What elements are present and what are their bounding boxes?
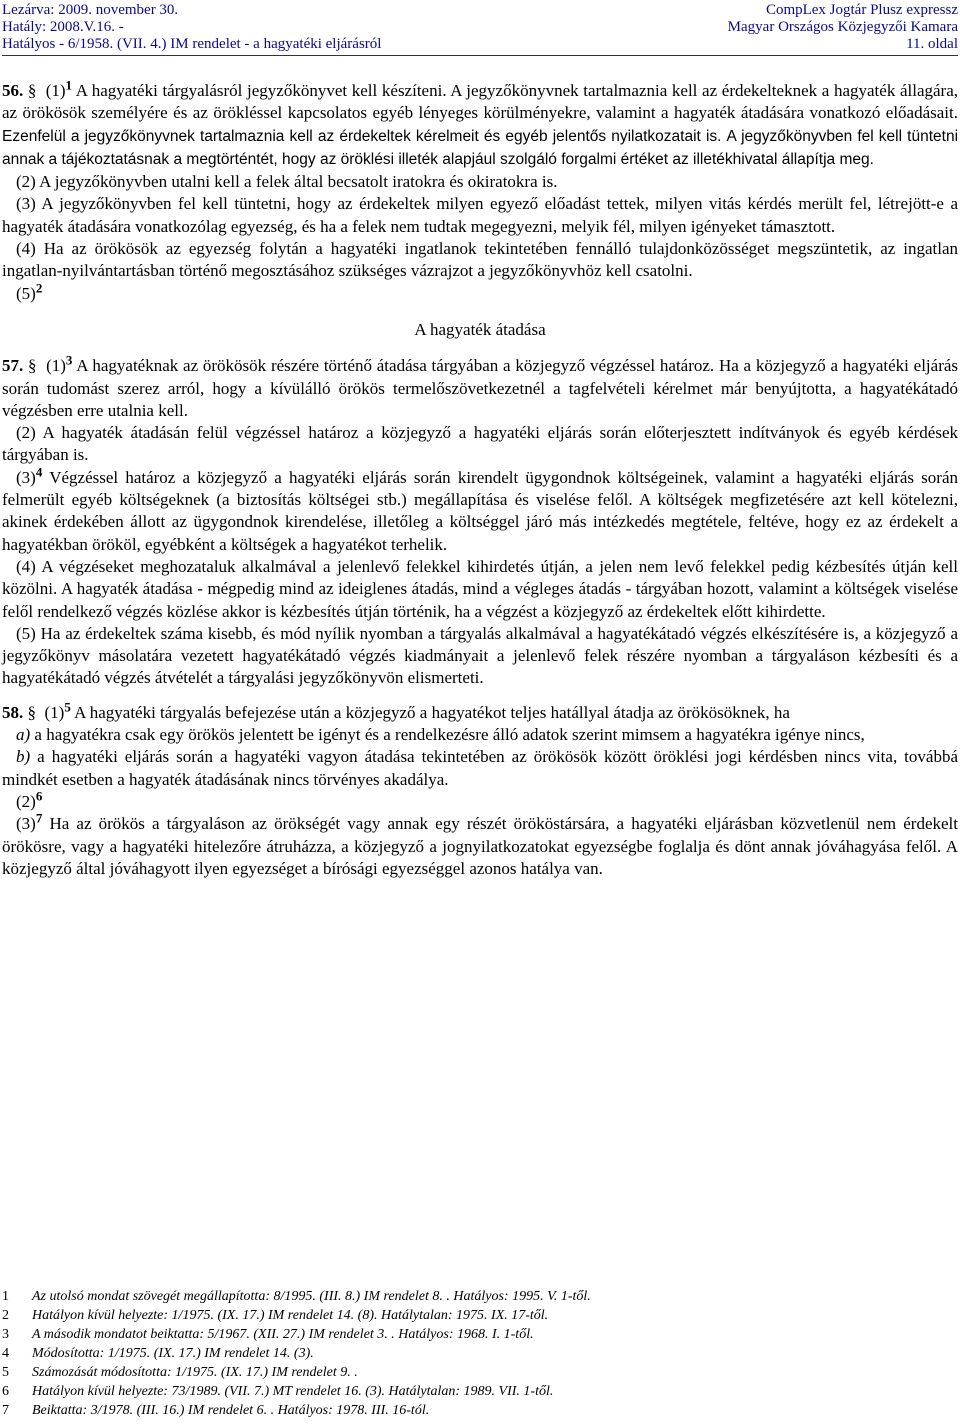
section-56-paragraph-2: (2) A jegyzőkönyvben utalni kell a felek által becsatolt iratokra és okiratokra is.	[16, 172, 558, 192]
section-57-p1-text: A hagyatéknak az örökösök részére történő átadása tárgyában a közjegyző végzéssel határoz. Ha a közjegyző a hagyatéki eljárás során tudomást szerez arról, hogy a kívülálló örökös termelőszövetkezetnél a tagfelvételi kérelmet már benyújtotta, a hagyatékátadó végzésben erre utalnia kell.	[2, 356, 959, 420]
footnote-text: Az utolsó mondat szövegét megállapította: 8/1995. (III. 8.) IM rendelet 8. . Hatályos: 1995. V. 1-től.	[32, 1289, 591, 1304]
footnote-ref-5[interactable]: 5	[64, 699, 71, 715]
footnote-ref-7[interactable]: 7	[35, 810, 43, 826]
footnote-text: Módosította: 1/1975. (IX. 17.) IM rendelet 14. (3).	[32, 1346, 314, 1361]
footnote-1	[2, 1287, 958, 1306]
section-58-paragraph-2	[2, 788, 958, 813]
footnote-number: 2	[2, 1308, 9, 1323]
section-56-p1-label: (1)	[45, 81, 66, 100]
footnote-number: 5	[2, 1365, 9, 1380]
header-closed-date: Lezárva: 2009. november 30.	[2, 2, 179, 18]
footnote-number: 3	[2, 1327, 9, 1342]
section-spacer	[2, 690, 958, 702]
header-effect-date: Hatály: 2008.V.16. -	[2, 19, 124, 35]
section-58-point-a	[2, 724, 958, 746]
section-56-number: 56.	[2, 81, 24, 100]
section-57-number: 57.	[2, 356, 24, 376]
section-58-p2-label: (2)	[16, 791, 36, 811]
footnote-text: Hatályon kívül helyezte: 1/1975. (IX. 17.) IM rendelet 14. (8). Hatálytalan: 1975. IX. 17-től.	[32, 1308, 549, 1323]
footnote-ref-2[interactable]: 2	[35, 280, 43, 296]
document-body	[2, 77, 959, 880]
footnote-3	[2, 1325, 958, 1344]
section-56-paragraph-1: 56. § $(1)^1$ A hagyatéki tárgyalásról jegyzőkönyvet kell készíteni. A jegyzőkönyvnek tartalmaznia kell az érdekelteknek a hagyaték állagára, az örökösök személyére és az örökléssel kapcsolatos egyéb lényeges körülményekre, valamint a hagyaték átadására vonatkozó előadásait. Ezenfelül a jegyzőkönyvnek tartalmaznia kell az érdekeltek kérelmeit és egyéb jelentős nyilatkozatait is. A jegyzőkönyvben fel kell tüntetni annak a tájékoztatásnak a megtörténtét, hogy az öröklési illeték alapjául szolgáló forgalmi értéket az illetékhivatal állapítja meg.	[2, 77, 959, 168]
section-56-p1-text-b: Ezenfelül a jegyzőkönyvnek tartalmaznia kell az érdekeltek kérelmeit és egyéb jelentős nyilatkozatait is.	[2, 127, 722, 145]
section-58-p1-label: (1)	[44, 702, 65, 722]
header-document-title: Hatályos - 6/1958. (VII. 4.) IM rendelet - a hagyatéki eljárásról	[2, 36, 382, 52]
section-58-paragraph-1: 58. § $(1)^5$ A hagyatéki tárgyalás befejezése után a közjegyző a hagyatékot teljes hatállyal átadja az örökösöknek, ha	[2, 699, 790, 722]
section-57-paragraph-4: (4) A végzéseket meghozataluk alkalmával a jelenlevő felekkel kihirdetés útján, a jelen nem levő felekkel pedig kézbesítés útján kell közölni. A hagyaték átadása - mégpedig mind az ideiglenes átadás, mind a végleges átadás - tárgyában hozott, valamint a költségek viselése felől rendelkező végzés közlése akkor is kézbesítés útján történik, ha a végzést a közjegyző az érdekeltek előtt kihirdette.	[2, 556, 958, 621]
footnote-7	[2, 1401, 958, 1420]
section-58-point-b	[2, 746, 958, 791]
section-58-point-b-label: b)	[16, 747, 31, 767]
footnote-text: A második mondatot beiktatta: 5/1967. (XII. 27.) IM rendelet 3. . Hatályos: 1968. I. 1-től.	[32, 1327, 534, 1342]
section-56-paragraph-5	[2, 280, 958, 305]
section-58-number: 58.	[2, 702, 24, 722]
section-58-paragraph-3	[2, 810, 958, 880]
section-58-point-a-label: a)	[16, 725, 31, 745]
section-58-point-a-text: a hagyatékra csak egy örökös jelentett be igényt és a rendelkezésre álló adatok szerint mimsem a hagyatékra igénye nincs,	[34, 725, 865, 745]
section-58-p1-text: A hagyatéki tárgyalás befejezése után a közjegyző a hagyatékot teljes hatállyal átadja az örökösöknek, ha	[74, 702, 790, 722]
page-header	[2, 2, 958, 53]
section-57-paragraph-2: (2) A hagyaték átadásán felül végzéssel határoz a közjegyző a hagyatéki eljárás során előterjesztett indítványok és egyéb kérdések tárgyában is.	[2, 423, 958, 465]
section-57-paragraph-3	[2, 464, 958, 556]
section-heading: A hagyaték átadása	[414, 319, 546, 339]
header-chamber-name: Magyar Országos Közjegyzői Kamara	[727, 19, 958, 35]
section-56-p1-text: A hagyatéki tárgyalásról jegyzőkönyvet kell készíteni. A jegyzőkönyvnek tartalmaznia kell az érdekelteknek a hagyaték állagára, az örökösök személyére és az örökléssel kapcsolatos egyéb lényeges körülményekre, valamint a hagyaték átadására vonatkozó előadásait.	[2, 81, 959, 123]
footnote-ref-3[interactable]: 3	[65, 352, 73, 368]
section-58-p3-text: Ha az örökös a tárgyaláson az örökségét vagy annak egy részét örököstársára, a hagyatéki eljárásban közvetlenül nem érdekelt örökösre, vagy a hagyatéki hitelezőre átruházza, a közjegyző a jognyilatkozatokat egyezségbe foglalja és dönt annak jóváhagyása felől. A közjegyző által jóváhagyott ilyen egyezséget a bírósági egyezséggel azonos hatálya van.	[2, 814, 958, 878]
header-product-name: CompLex Jogtár Plusz expressz	[765, 2, 958, 18]
footnotes	[2, 1287, 958, 1420]
section-57-paragraph-1: 57. § $(1)^3$ A hagyatéknak az örökösök részére történő átadása tárgyában a közjegyző végzéssel határoz. Ha a közjegyző a hagyatéki eljárás során tudomást szerez arról, hogy a kívülálló örökös termelőszövetkezetnél a tagfelvételi kérelmet már benyújtotta, a hagyatékátadó végzésben erre utalnia kell.	[2, 352, 959, 420]
section-56-p1-text-c: A jegyzőkönyvben fel kell tüntetni annak a tájékoztatásnak a megtörténtét, hogy az öröklési illeték alapjául szolgáló forgalmi értéket az illetékhivatal állapítja meg.	[2, 127, 959, 168]
footnote-text: Beiktatta: 3/1978. (III. 16.) IM rendelet 6. . Hatályos: 1978. III. 16-tól.	[32, 1403, 430, 1418]
footnote-text: Hatályon kívül helyezte: 73/1989. (VII. 7.) MT rendelet 16. (3). Hatálytalan: 1989. VII. 1-től.	[32, 1384, 554, 1399]
section-57-paragraph-5: (5) Ha az érdekeltek száma kisebb, és mód nyílik nyomban a tárgyalás alkalmával a hagyatékátadó végzés elkészítésére is, a közjegyző a jegyzőkönyv másolatára vezetett hagyatékátadó végzés kiadmányait a jelenlevő felek részére nyomban a tárgyaláson kézbesíti és a hagyatékátadó végzés átvételét a tárgyalási jegyzőkönyvön elismerteti.	[2, 623, 958, 688]
footnote-number: 1	[2, 1289, 9, 1304]
footnote-ref-1[interactable]: 1	[65, 77, 73, 93]
footnote-ref-6[interactable]: 6	[35, 788, 43, 804]
footnote-ref-4[interactable]: 4	[35, 464, 43, 480]
footnote-5	[2, 1363, 958, 1382]
section-57-p1-label: (1)	[46, 356, 66, 376]
section-58-p3-label: (3)	[16, 814, 36, 834]
section-56-p5-label: (5)	[16, 283, 36, 303]
section-58-point-b-text: a hagyatéki eljárás során a hagyatéki vagyon átadása tekintetében az örökösök között öröklési jogi kérdésben nincs vita, továbbá mindkét esetben a hagyaték átadásának nincs törvényes akadálya.	[2, 747, 958, 789]
footnote-4	[2, 1344, 958, 1363]
footnote-6	[2, 1382, 958, 1401]
section-56-paragraph-3: (3) A jegyzőkönyvben fel kell tüntetni, hogy az érdekeltek milyen egyező előadást tettek, milyen vitás kérdés merült fel, létrejött-e a hagyaték átadására vonatkozólag egyezség, és ha a felek nem tudtak megegyezni, melyik fél, milyen igényeket támasztott.	[2, 194, 958, 236]
footnote-number: 6	[2, 1384, 9, 1399]
footnote-2	[2, 1306, 958, 1325]
section-56-paragraph-4: (4) Ha az örökösök az egyezség folytán a hagyatéki ingatlanok tekintetében fennálló tulajdonközösséget megszüntetik, az ingatlan ingatlan-nyilvántartásban történő megosztásához szükséges vázrajzot a jegyzőkönyvhöz kell csatolni.	[2, 239, 958, 281]
section-57-p3-text: Végzéssel határoz a közjegyző a hagyatéki eljárás során kirendelt ügygondnok költségeinek, valamint a hagyatéki eljárás során felmerült egyéb költségeknek (a biztosítás költségei stb.) megállapítása és viselése felől. A költségek megfizetésére azt kell kötelezni, akinek érdekében állott az ügygondnok kirendelése, illetőleg a költséggel járó más intézkedés megtétele, feltéve, hogy ez az érdekelt a hagyatékban örököl, egyébként a költségek a hagyatékot terhelik.	[2, 467, 958, 554]
footnote-number: 7	[2, 1403, 9, 1418]
header-divider	[2, 55, 958, 56]
header-page-number: 11. oldal	[906, 36, 958, 52]
section-57-p3-label: (3)	[16, 467, 36, 487]
footnote-text: Számozását módosította: 1/1975. (IX. 17.) IM rendelet 9. .	[32, 1365, 358, 1380]
footnote-number: 4	[2, 1346, 9, 1361]
